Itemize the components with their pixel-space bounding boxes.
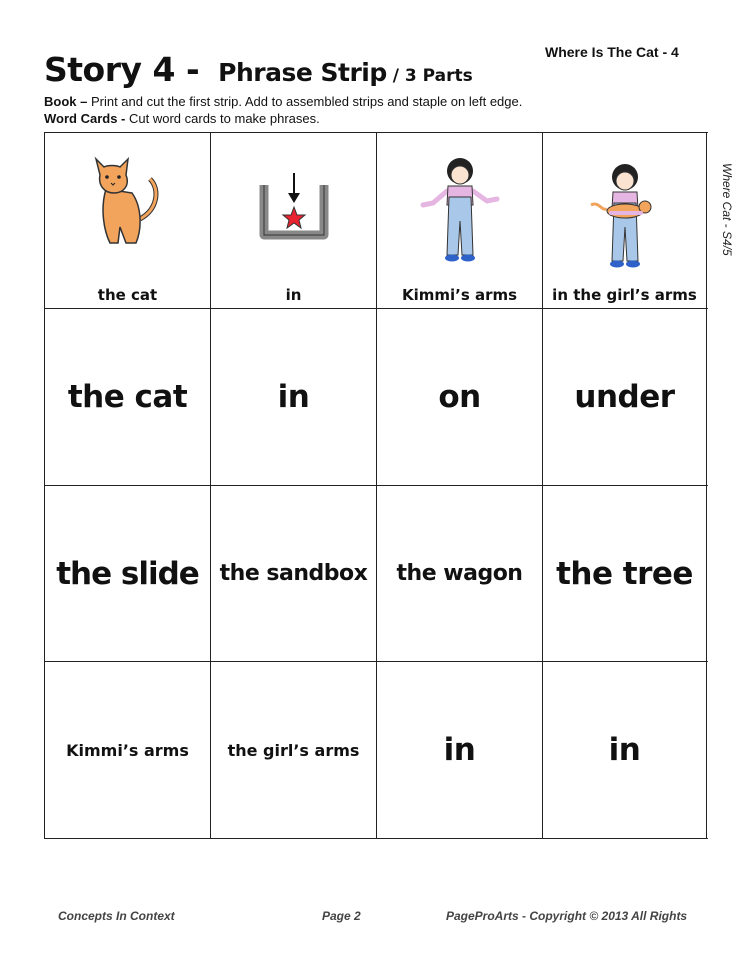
book-label: Book –: [44, 94, 88, 109]
word-card[interactable]: the tree: [542, 485, 707, 662]
strip-card-label: in: [285, 286, 302, 304]
strip-card-kimmis-arms: [376, 132, 543, 309]
word-card[interactable]: in: [542, 661, 707, 839]
cat-icon: [92, 149, 164, 249]
girl-holding-cat-icon: [585, 161, 665, 277]
title-story: Story 4 -: [44, 50, 211, 89]
worksheet-series-label: Where Is The Cat - 4: [545, 44, 679, 60]
word-card[interactable]: on: [376, 308, 543, 486]
girl-icon: [415, 155, 505, 271]
word-cards-instruction: [44, 111, 320, 126]
strip-card-girls-arms: [542, 132, 707, 309]
strip-card-cat: [44, 132, 211, 309]
strip-card-label: Kimmi’s arms: [401, 286, 518, 304]
book-instruction: [44, 94, 522, 109]
word-card[interactable]: in: [376, 661, 543, 839]
title-parts: / 3 Parts: [392, 66, 473, 86]
word-card[interactable]: the cat: [44, 308, 211, 486]
word-card[interactable]: in: [210, 308, 377, 486]
title-phrase-strip: Phrase Strip: [218, 58, 387, 87]
footer-page-number: Page 2: [322, 909, 361, 923]
word-card[interactable]: the sandbox: [210, 485, 377, 662]
in-box-icon: [256, 171, 332, 243]
word-card[interactable]: the slide: [44, 485, 211, 662]
word-card[interactable]: the girl’s arms: [210, 661, 377, 839]
word-cards-text: Cut word cards to make phrases.: [125, 111, 320, 126]
book-text: Print and cut the first strip. Add to assembled strips and staple on left edge.: [87, 94, 523, 109]
strip-card-in: [210, 132, 377, 309]
word-card[interactable]: under: [542, 308, 707, 486]
word-cards-label: Word Cards -: [44, 111, 126, 126]
footer-copyright: PageProArts - Copyright © 2013 All Rights: [446, 909, 688, 923]
word-card[interactable]: the wagon: [376, 485, 543, 662]
strip-card-label: the cat: [97, 286, 158, 304]
page-title: [44, 50, 473, 89]
strip-side-label: Where Cat - S4/5: [720, 163, 734, 256]
word-card[interactable]: Kimmi’s arms: [44, 661, 211, 839]
strip-card-label: in the girl’s arms: [552, 286, 697, 304]
footer-left: Concepts In Context: [58, 909, 175, 923]
